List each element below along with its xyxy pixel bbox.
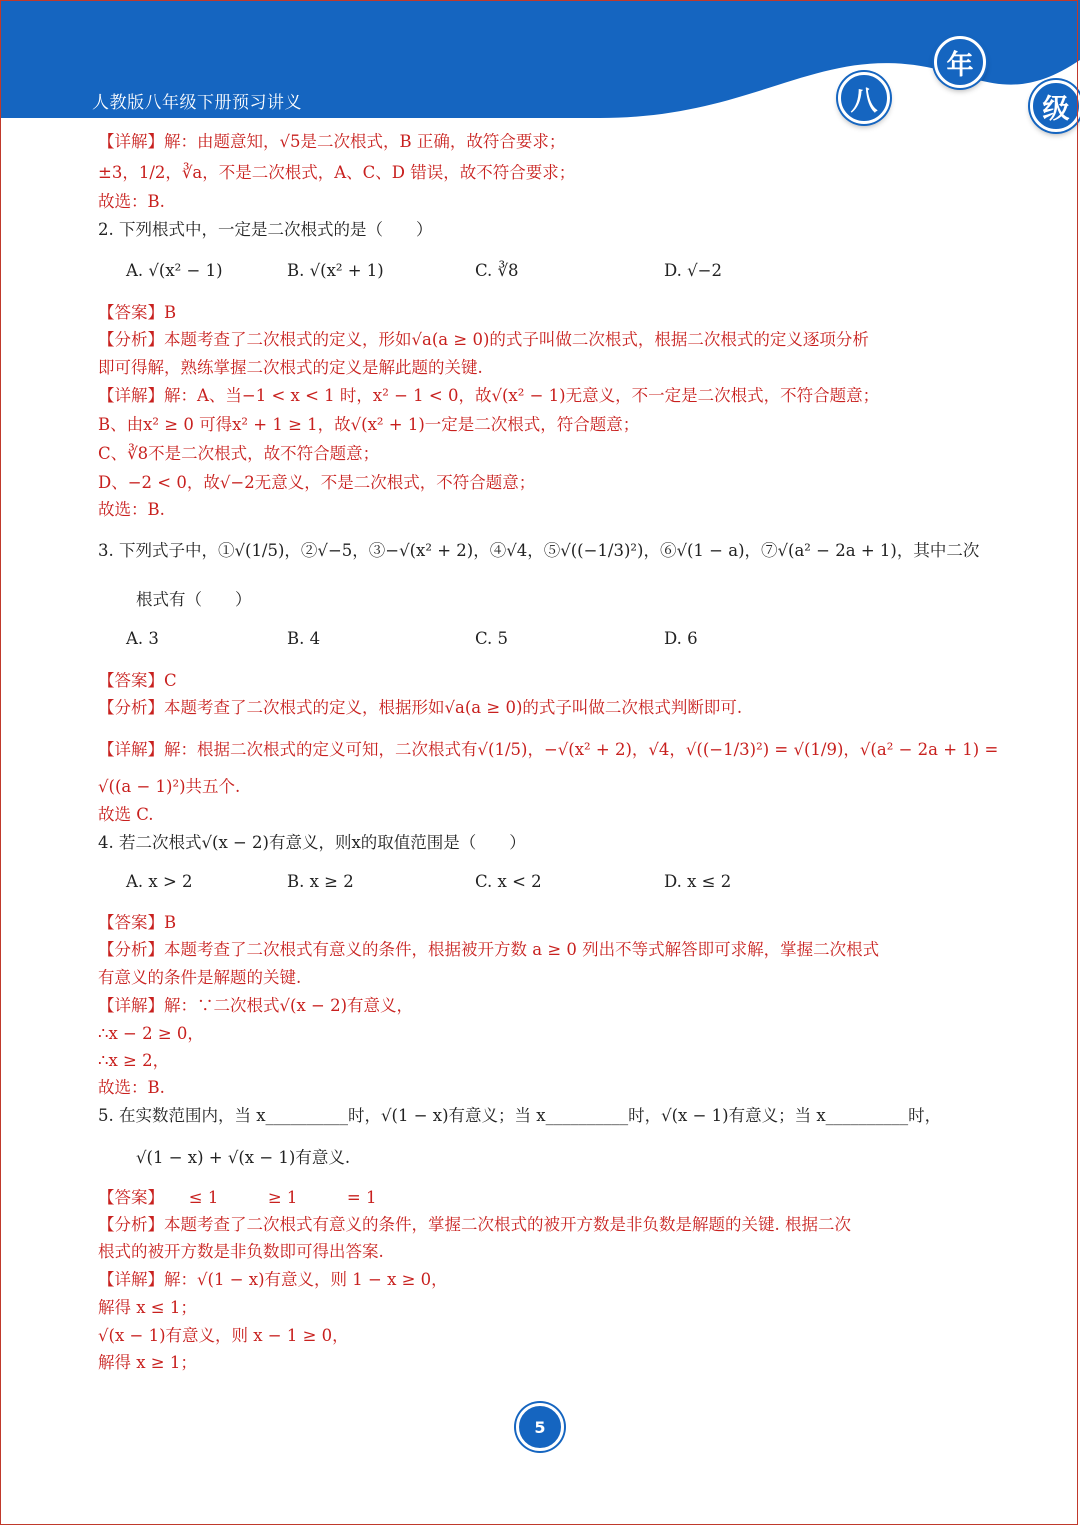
q4-detail-line-4: 故选：B. [98, 1078, 165, 1097]
q2-answer: 【答案】B [98, 303, 177, 322]
page-header [0, 0, 1080, 118]
q1-detail-line-1: 【详解】解：由题意知，√5是二次根式，B 正确，故符合要求； [98, 132, 566, 151]
q3-option-a: A. 3 [126, 629, 159, 648]
q3-option-d: D. 6 [664, 629, 698, 648]
q2-detail-line-3: C、∛8不是二次根式，故不符合题意； [98, 444, 380, 463]
q5-analysis-line-2: 根式的被开方数是非负数即可得出答案. [98, 1242, 384, 1261]
q4-detail-line-2: ∴x − 2 ≥ 0， [98, 1024, 204, 1043]
q4-option-a: A. x > 2 [126, 872, 193, 891]
q2-detail-line-4: D、−2 < 0，故√−2无意义，不是二次根式，不符合题意； [98, 473, 536, 492]
q4-detail-line-1: 【详解】解：∵二次根式√(x − 2)有意义， [98, 996, 414, 1015]
header-title: 人教版八年级下册预习讲义 [92, 93, 302, 113]
q3-option-c: C. 5 [475, 629, 509, 648]
q4-detail-line-3: ∴x ≥ 2， [98, 1051, 170, 1070]
q1-detail-line-3: 故选：B. [98, 192, 165, 211]
q2-detail-line-2: B、由x² ≥ 0 可得x² + 1 ≥ 1，故√(x² + 1)一定是二次根式，符合题意； [98, 415, 640, 434]
q3-option-b: B. 4 [287, 629, 321, 648]
q3-analysis-line-1: 【分析】本题考查了二次根式的定义，根据形如√a(a ≥ 0)的式子叫做二次根式判断即可. [98, 698, 743, 717]
q5-answer: 【答案】 ≤ 1 ≥ 1 = 1 [98, 1188, 377, 1207]
q4-analysis-line-1: 【分析】本题考查了二次根式有意义的条件，根据被开方数 a ≥ 0 列出不等式解答即可求解，掌握二次根式 [98, 940, 880, 959]
q2-option-d: D. √−2 [664, 261, 722, 280]
q2-stem: 2. 下列根式中，一定是二次根式的是（ ） [98, 220, 433, 239]
q5-stem-continued: √(1 − x) + √(x − 1)有意义. [136, 1148, 351, 1167]
q4-option-c: C. x < 2 [475, 872, 542, 891]
grade-badge-ji: 级 [1030, 80, 1080, 132]
q2-option-a: A. √(x² − 1) [126, 261, 223, 280]
q2-detail-line-1: 【详解】解：A、当−1 < x < 1 时，x² − 1 < 0，故√(x² − 1)无意义，不一定是二次根式，不符合题意； [98, 386, 880, 405]
q2-option-b: B. √(x² + 1) [287, 261, 384, 280]
grade-badge-ba: 八 [838, 72, 890, 124]
q5-analysis-line-1: 【分析】本题考查了二次根式有意义的条件，掌握二次根式的被开方数是非负数是解题的关键. 根据二次 [98, 1215, 851, 1234]
q4-answer: 【答案】B [98, 913, 177, 932]
q3-stem-continued: 根式有（ ） [136, 590, 252, 609]
q3-detail-line-3: 故选 C. [98, 805, 154, 824]
q5-detail-line-3: √(x − 1)有意义，则 x − 1 ≥ 0， [98, 1326, 349, 1345]
q4-option-b: B. x ≥ 2 [287, 872, 354, 891]
q4-analysis-line-2: 有意义的条件是解题的关键. [98, 968, 302, 987]
q3-answer: 【答案】C [98, 671, 177, 690]
q2-detail-line-5: 故选：B. [98, 500, 165, 519]
q2-analysis-line-2: 即可得解，熟练掌握二次根式的定义是解此题的关键. [98, 358, 483, 377]
q5-detail-line-4: 解得 x ≥ 1； [98, 1353, 197, 1372]
q5-detail-line-1: 【详解】解：√(1 − x)有意义，则 1 − x ≥ 0， [98, 1270, 448, 1289]
q2-option-c: C. ∛8 [475, 261, 519, 280]
q5-stem: 5. 在实数范围内，当 x__________时，√(1 − x)有意义；当 x__________时，√(x − 1)有意义；当 x__________时， [98, 1106, 942, 1125]
q2-analysis-line-1: 【分析】本题考查了二次根式的定义，形如√a(a ≥ 0)的式子叫做二次根式，根据二次根式的定义逐项分析 [98, 330, 869, 349]
q5-detail-line-2: 解得 x ≤ 1； [98, 1298, 197, 1317]
q3-stem: 3. 下列式子中，①√(1/5)，②√−5，③−√(x² + 2)，④√4，⑤√((−1/3)²)，⑥√(1 − a)，⑦√(a² − 2a + 1)，其中二次 [98, 541, 980, 560]
page-number: 5 [516, 1403, 564, 1451]
q4-stem: 4. 若二次根式√(x − 2)有意义，则x的取值范围是（ ） [98, 833, 526, 852]
grade-badge-nian: 年 [934, 36, 986, 88]
q1-detail-line-2: ±3，1/2，∛a，不是二次根式，A、C、D 错误，故不符合要求； [98, 163, 576, 182]
q3-detail-line-2: √((a − 1)²)共五个. [98, 777, 241, 796]
q3-detail-line-1: 【详解】解：根据二次根式的定义可知，二次根式有√(1/5)，−√(x² + 2)，√4，√((−1/3)²) = √(1/9)，√(a² − 2a + 1) = [98, 740, 999, 759]
q4-option-d: D. x ≤ 2 [664, 872, 732, 891]
